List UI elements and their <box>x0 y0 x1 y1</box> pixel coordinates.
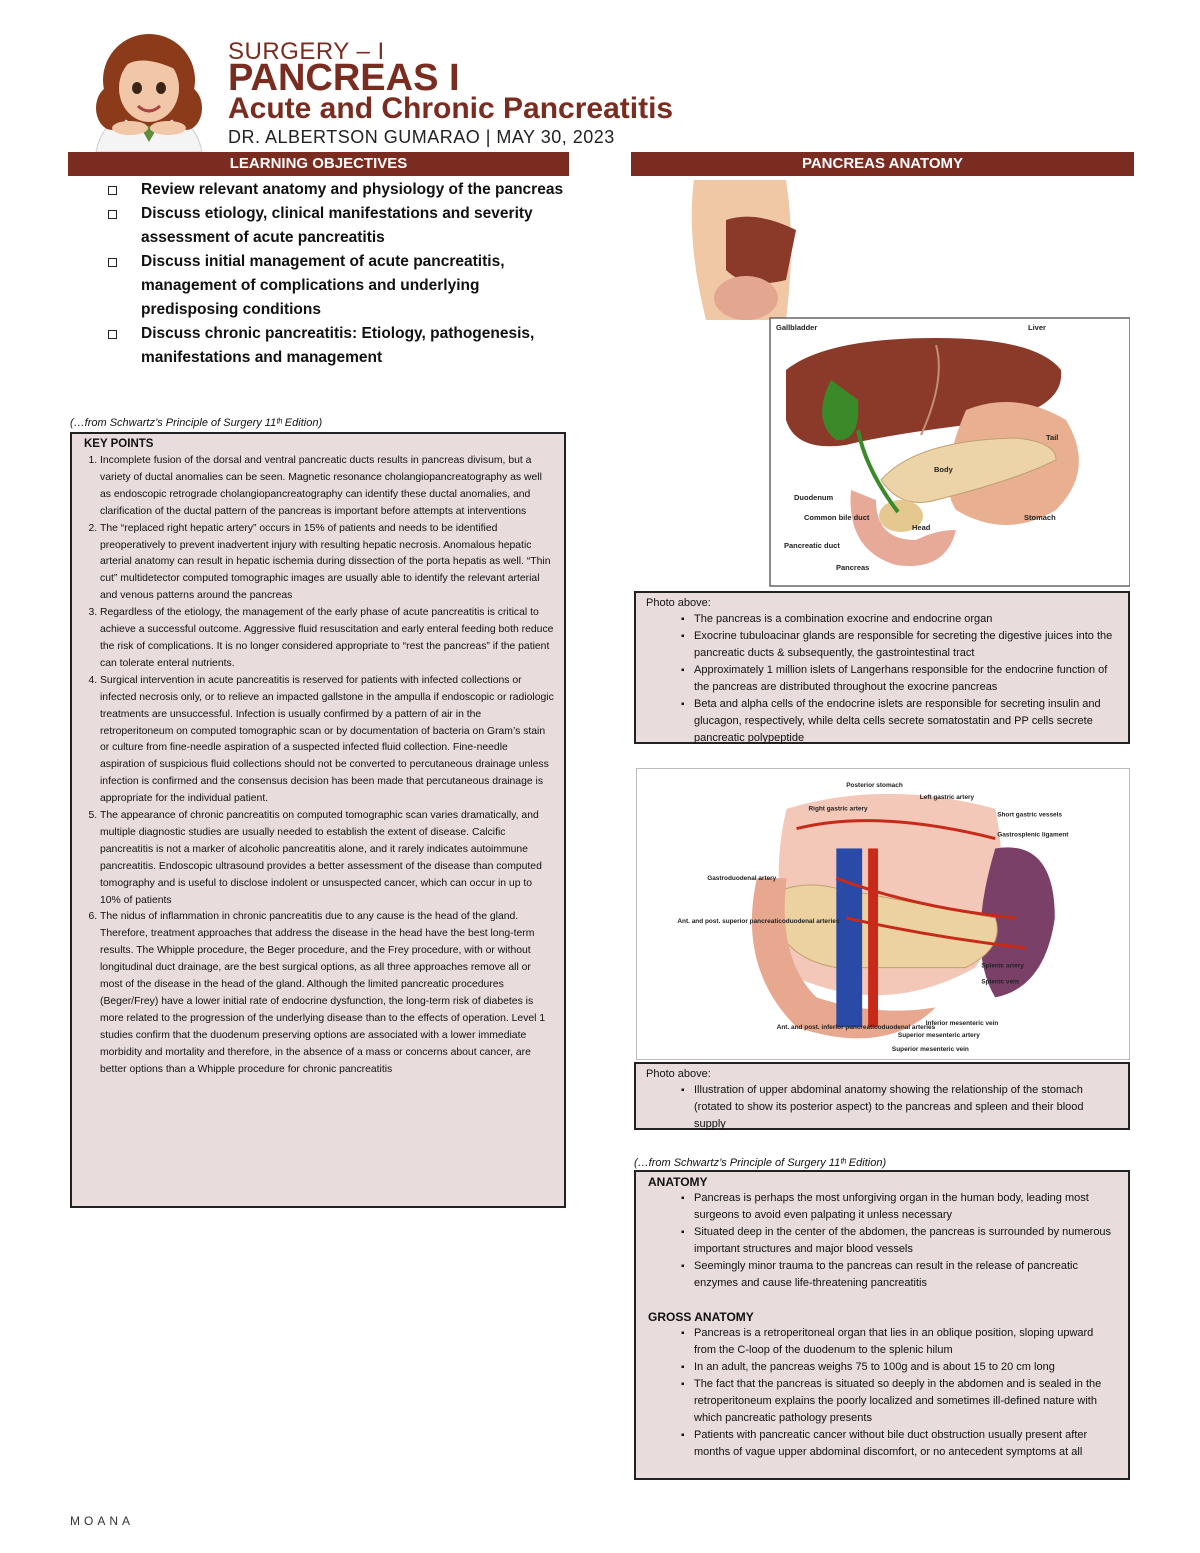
anatomy-item: ▪ Pancreas is perhaps the most unforgiving organ in the human body, leading most surgeons to avoid even palpating it unless necessary <box>694 1190 1118 1224</box>
fig2-label: Left gastric artery <box>919 793 975 801</box>
gross-anatomy-item: ▪ Patients with pancreatic cancer without bile duct obstruction usually present after months of vague upper abdominal discomfort, or no antecedent symptoms at all <box>694 1427 1118 1461</box>
objective-item: Review relevant anatomy and physiology of the pancreas <box>104 178 574 202</box>
course-name: SURGERY – I <box>228 38 385 65</box>
fig2-label: Splenic vein <box>981 978 1019 986</box>
fig2-label: Ant. and post. superior pancreaticoduodenal arteries <box>677 917 840 925</box>
fig2-label: Right gastric artery <box>808 805 868 813</box>
caption-item: ▪ Beta and alpha cells of the endocrine islets are responsible for secreting insulin and glucagon, respectively, while delta cells secrete somatostatin and PP cells secrete pancreatic polypeptide <box>694 696 1118 747</box>
fig2-label: Superior mesenteric vein <box>891 1046 969 1054</box>
fig2-label: Inferior mesenteric vein <box>925 1020 999 1028</box>
photo-caption-1 <box>634 591 1130 744</box>
gross-anatomy-item: ▪ Pancreas is a retroperitoneal organ that lies in an oblique position, sloping upward from the C-loop of the duodenum to the splenic hilum <box>694 1325 1118 1359</box>
fig2-label: Superior mesenteric artery <box>897 1032 980 1040</box>
gross-anatomy-item: ▪ The fact that the pancreas is situated so deeply in the abdomen and is sealed in the retroperitoneum explains the poorly localized and sometimes ill-defined nature with which pancreatic pathology presents <box>694 1376 1118 1427</box>
caption-item: ▪ The pancreas is a combination exocrine and endocrine organ <box>694 611 1118 628</box>
key-points-title: KEY POINTS <box>84 438 154 450</box>
fig1-label: Liver <box>1028 323 1046 332</box>
fig2-label: Splenic artery <box>981 962 1024 970</box>
caption-label: Photo above: <box>646 1068 711 1080</box>
fig2-label: Gastroduodenal artery <box>707 875 777 883</box>
pancreas-anatomy-header: PANCREAS ANATOMY <box>631 152 1134 176</box>
caption-list <box>646 611 1118 747</box>
caption-item: ▪ Exocrine tubuloacinar glands are responsible for secreting the digestive juices into the pancreatic ducts & subsequently, the gastrointestinal tract <box>694 628 1118 662</box>
key-point: 6. The nidus of inflammation in chronic pancreatitis due to any cause is the head of the gland. Therefore, treatment approaches that address the disease in the head have the best long-term results. The Whipple procedure, the Beger procedure, and the Frey procedure, with or without longitudinal duct drainage, are the best surgical options, as all three approaches remove all or most of the disease in the head of the gland. Although the limited pancreatic procedures (Beger/Frey) have a lower initial rate of endocrine dysfunction, the long-term risk of diabetes is more related to the progression of the underlying disease than to the effects of operation. Level 1 studies confirm that the duodenum preserving options are associated with a lower immediate morbidity and mortality and therefore, in the absence of a mass or concerns about cancer, are better options than a Whipple procedure for chronic pancreatitis <box>100 909 554 1078</box>
checkbox-icon <box>108 210 117 219</box>
objective-item: Discuss etiology, clinical manifestations and severity assessment of acute pancreatitis <box>104 202 574 250</box>
key-point: 5. The appearance of chronic pancreatitis on computed tomographic scan varies dramatically, and multiple diagnostic studies are usually needed to establish the extent of disease. Calcific pancreatitis is not a marker of alcoholic pancreatitis alone, and it rarely indicates autoimmune pancreatitis. Endoscopic ultrasound provides a better assessment of the disease than computed tomography and is useful to disclose indolent or unsuspected cancer, which can occur in up to 10% of patients <box>100 808 554 909</box>
pancreas-anatomy-illustration <box>636 180 1130 592</box>
anatomy-item: ▪ Seemingly minor trauma to the pancreas can result in the release of pancreatic enzymes and cause life-threatening pancreatitis <box>694 1258 1118 1292</box>
anatomy-box <box>634 1170 1130 1480</box>
photo-caption-2 <box>634 1062 1130 1130</box>
objective-item: Discuss initial management of acute pancreatitis, management of complications and underlying predisposing conditions <box>104 250 574 322</box>
fig1-label: Head <box>912 523 931 532</box>
fig2-label: Gastrosplenic ligament <box>997 831 1069 839</box>
caption-item: ▪ Illustration of upper abdominal anatomy showing the relationship of the stomach (rotated to show its posterior aspect) to the pancreas and spleen and their blood supply <box>694 1082 1118 1133</box>
page-title: PANCREAS I <box>228 57 460 99</box>
key-point: 3. Regardless of the etiology, the management of the early phase of acute pancreatitis is critical to achieve a successful outcome. Aggressive fluid resuscitation and early enteral feeding both reduce the risk of complications. It is no longer considered appropriate to “rest the pancreas” if the patient can tolerate enteral nutrients. <box>100 605 554 673</box>
fig1-label: Stomach <box>1024 513 1056 522</box>
fig1-label: Duodenum <box>794 493 834 502</box>
anatomy-list <box>646 1190 1118 1292</box>
upper-abdominal-blood-supply-illustration <box>636 768 1130 1060</box>
anatomy-item: ▪ Situated deep in the center of the abdomen, the pancreas is surrounded by numerous important structures and major blood vessels <box>694 1224 1118 1258</box>
caption-list <box>646 1082 1118 1133</box>
fig2-label: Short gastric vessels <box>997 811 1062 819</box>
fig1-label: Gallbladder <box>776 323 818 332</box>
key-point: 2. The “replaced right hepatic artery” occurs in 15% of patients and needs to be identified preoperatively to prevent inadvertent injury with resulting hepatic necrosis. Anomalous hepatic arterial anatomy can result in hepatic ischemia during dissection of the porta hepatis as well. “Thin cut” multidetector computed tomographic images are usually able to identify the relevant arterial and venous patterns around the pancreas <box>100 521 554 606</box>
gross-anatomy-list <box>646 1325 1118 1461</box>
learning-objectives-list <box>104 178 574 370</box>
fig1-label: Pancreatic duct <box>784 541 840 550</box>
fig2-label: Ant. and post. inferior pancreaticoduodenal arteries <box>776 1024 936 1032</box>
fig2-label: Posterior stomach <box>846 781 903 789</box>
gross-anatomy-item: ▪ In an adult, the pancreas weighs 75 to 100g and is about 15 to 20 cm long <box>694 1359 1118 1376</box>
learning-objectives-header: LEARNING OBJECTIVES <box>68 152 569 176</box>
fig1-label: Common bile duct <box>804 513 870 522</box>
fig1-label: Tail <box>1046 433 1059 442</box>
author-avatar <box>86 30 212 152</box>
caption-label: Photo above: <box>646 597 711 609</box>
gross-anatomy-title: GROSS ANATOMY <box>648 1310 754 1324</box>
fig1-label: Pancreas <box>836 563 870 572</box>
key-points-box <box>70 432 566 1208</box>
anatomy-title: ANATOMY <box>648 1175 708 1189</box>
checkbox-icon <box>108 186 117 195</box>
lecturer-date: DR. ALBERTSON GUMARAO | MAY 30, 2023 <box>228 127 615 147</box>
source-note: (…from Schwartz’s Principle of Surgery 11ᵗʰ Edition) <box>70 417 323 429</box>
key-points-list <box>82 453 554 1079</box>
fig1-label: Body <box>934 465 953 474</box>
page-subtitle: Acute and Chronic Pancreatitis <box>228 92 674 125</box>
key-point: 1. Incomplete fusion of the dorsal and ventral pancreatic ducts results in pancreas divisum, but a variety of ductal anomalies can be seen. Magnetic resonance cholangiopancreatography as well as endoscopic retrograde cholangiopancreatography can identify these ductal anomalies, and clarification of the ductal pattern of the pancreas is important before attempts at interventions <box>100 453 554 521</box>
checkbox-icon <box>108 330 117 339</box>
footer-brand: MOANA <box>70 1514 135 1528</box>
key-point: 4. Surgical intervention in acute pancreatitis is reserved for patients with infected collections or infected necrosis only, or to relieve an impacted gallstone in the ampulla if endoscopic or radiologic treatments are unsuccessful. Infection is usually confirmed by a pattern of air in the retroperitoneum on computed tomographic scan or by documentation of bacteria on Gram’s stain or culture from fine-needle aspiration of a suspected infected fluid collection. Fine-needle aspiration of suspicious fluid collections should not be converted to percutaneous drainage unless infection is confirmed and the consensus decision has been made that percutaneous drainage is appropriate for the individual patient. <box>100 673 554 808</box>
objective-item: Discuss chronic pancreatitis: Etiology, pathogenesis, manifestations and management <box>104 322 574 370</box>
source-note: (…from Schwartz’s Principle of Surgery 11ᵗʰ Edition) <box>634 1157 887 1169</box>
checkbox-icon <box>108 258 117 267</box>
caption-item: ▪ Approximately 1 million islets of Langerhans responsible for the endocrine function of the pancreas are distributed throughout the exocrine pancreas <box>694 662 1118 696</box>
